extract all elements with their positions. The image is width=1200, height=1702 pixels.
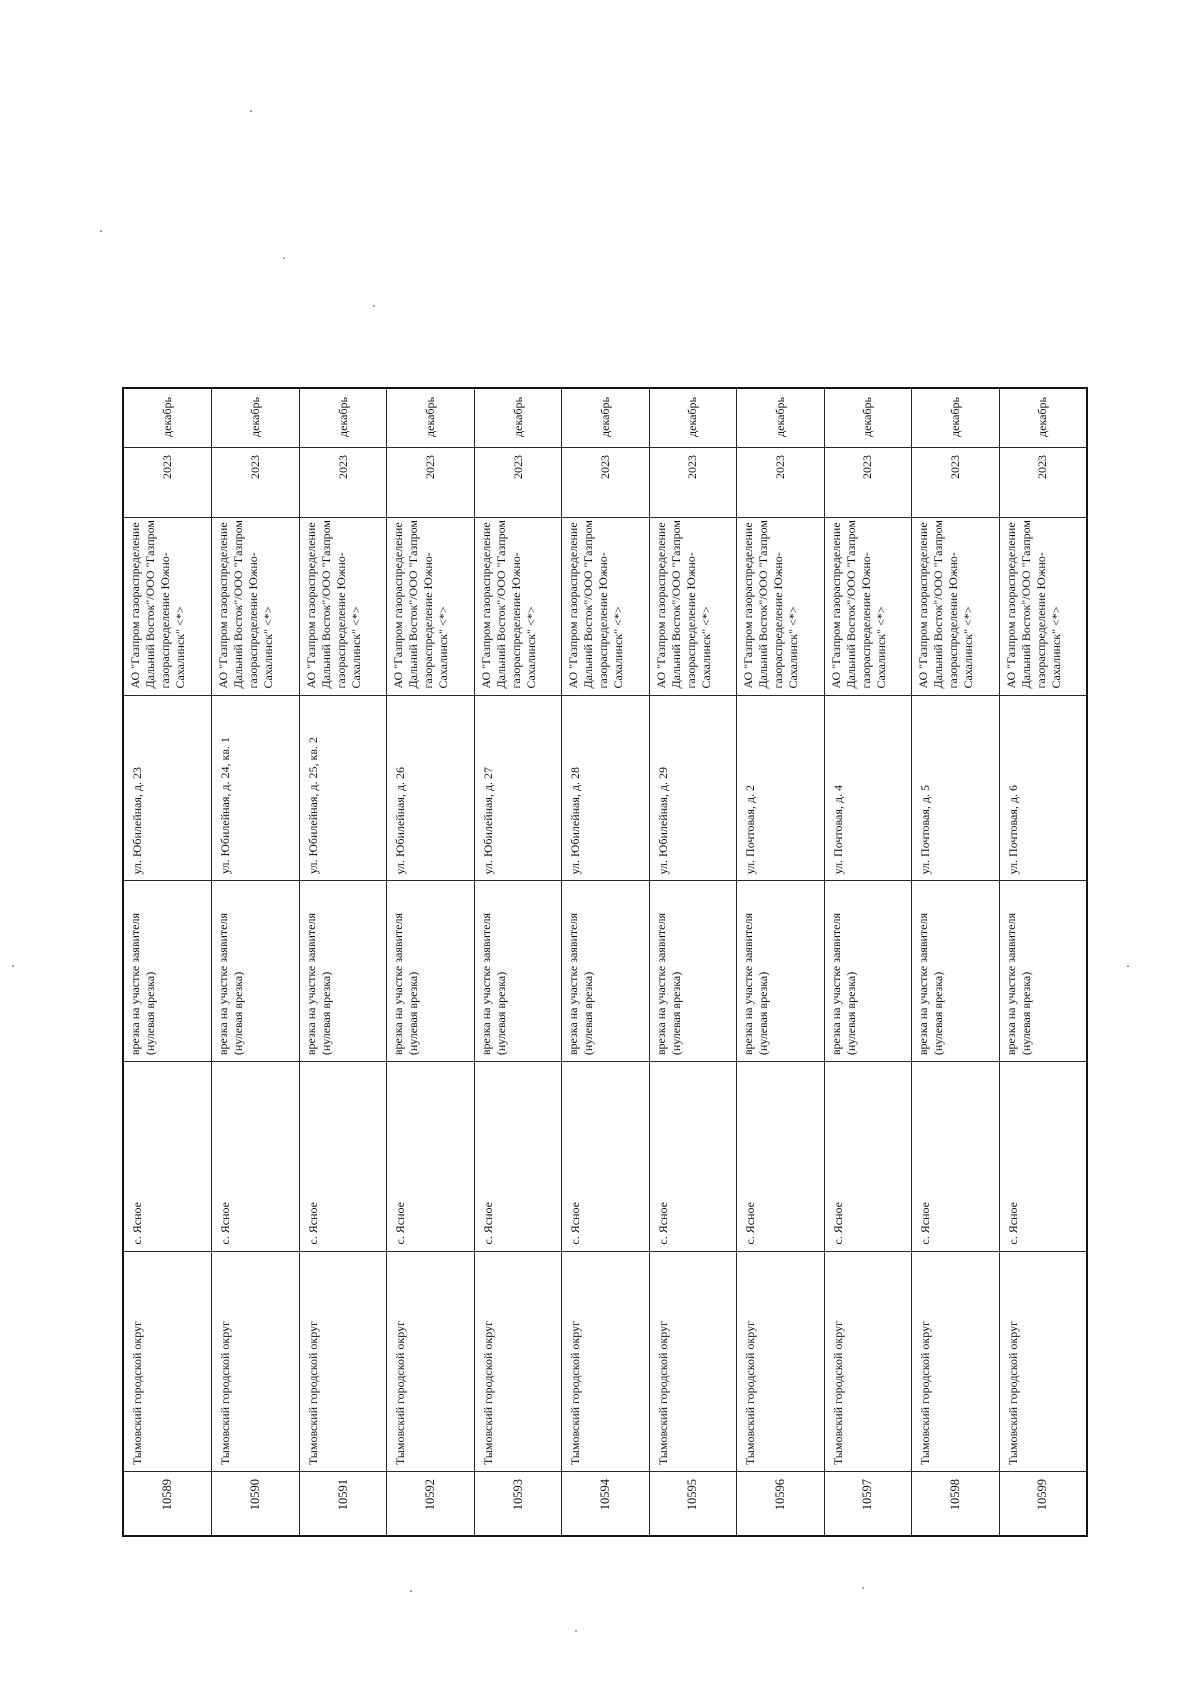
- type-text: врезка на участке заявителя (нулевая врезка): [391, 912, 421, 1055]
- settlement-text: с. Ясное: [130, 1202, 144, 1245]
- month-text: декабрь: [947, 397, 962, 437]
- month-text: декабрь: [159, 397, 174, 437]
- org-text: АО "Газпром газораспределение Дальний Восток"/ООО "Газпром газораспределение Южно- Сахалинск" <*>: [741, 520, 801, 689]
- table-row: [211, 389, 298, 1535]
- district-text: Тымовский городской округ: [393, 1321, 408, 1465]
- scan-speck: [575, 1630, 577, 1632]
- table-row: [561, 389, 648, 1535]
- records-table: [122, 387, 1088, 1537]
- cell-num: [387, 1471, 474, 1535]
- type-text: врезка на участке заявителя (нулевая врезка): [916, 912, 946, 1055]
- month-text: декабрь: [860, 397, 875, 437]
- cell-num: [650, 1471, 737, 1535]
- cell-year: [387, 447, 474, 517]
- year-text: 2023: [685, 455, 700, 479]
- cell-num: [562, 1471, 649, 1535]
- num-text: 10589: [159, 1479, 174, 1511]
- table-row: [736, 389, 823, 1535]
- cell-settlement: [650, 1061, 737, 1251]
- cell-org: [124, 517, 211, 695]
- cell-settlement: [475, 1061, 562, 1251]
- month-text: декабрь: [1035, 397, 1050, 437]
- type-text: врезка на участке заявителя (нулевая врезка): [653, 912, 683, 1055]
- cell-num: [912, 1471, 999, 1535]
- address-text: ул. Почтовая, д. 2: [743, 784, 758, 874]
- month-text: декабрь: [423, 397, 438, 437]
- table-row: [299, 389, 386, 1535]
- cell-org: [912, 517, 999, 695]
- cell-year: [912, 447, 999, 517]
- cell-type: [1000, 880, 1087, 1061]
- cell-type: [562, 880, 649, 1061]
- cell-num: [825, 1471, 912, 1535]
- table-row: [649, 389, 736, 1535]
- cell-month: [912, 389, 999, 447]
- settlement-text: с. Ясное: [568, 1202, 583, 1245]
- cell-settlement: [562, 1061, 649, 1251]
- cell-month: [825, 389, 912, 447]
- cell-type: [387, 880, 474, 1061]
- org-text: АО "Газпром газораспределение Дальний Восток"/ООО "Газпром газораспределение Южно- Сахалинск" <*>: [128, 520, 187, 689]
- cell-type: [650, 880, 737, 1061]
- settlement-text: с. Ясное: [655, 1202, 670, 1245]
- table-row: [474, 389, 561, 1535]
- address-text: ул. Юбилейная, д. 28: [568, 766, 583, 874]
- cell-settlement: [212, 1061, 299, 1251]
- cell-settlement: [124, 1061, 211, 1251]
- cell-month: [387, 389, 474, 447]
- cell-year: [300, 447, 387, 517]
- district-text: Тымовский городской округ: [830, 1321, 845, 1465]
- cell-year: [475, 447, 562, 517]
- cell-org: [1000, 517, 1087, 695]
- address-text: ул. Юбилейная, д. 26: [393, 766, 408, 874]
- cell-month: [475, 389, 562, 447]
- org-text: АО "Газпром газораспределение Дальний Восток"/ООО "Газпром газораспределение Южно- Сахалинск" <*>: [391, 520, 451, 689]
- cell-year: [562, 447, 649, 517]
- settlement-text: с. Ясное: [218, 1202, 233, 1245]
- year-text: 2023: [772, 455, 787, 479]
- scan-speck: [250, 110, 252, 112]
- org-text: АО "Газпром газораспределение Дальний Восток"/ООО "Газпром газораспределение Южно- Сахалинск" <*>: [303, 520, 363, 689]
- cell-type: [912, 880, 999, 1061]
- type-text: врезка на участке заявителя (нулевая врезка): [828, 912, 858, 1055]
- cell-settlement: [825, 1061, 912, 1251]
- cell-org: [212, 517, 299, 695]
- org-text: АО "Газпром газораспределение Дальний Восток"/ООО "Газпром газораспределение Южно- Сахалинск" <*>: [1003, 520, 1063, 689]
- month-text: декабрь: [685, 397, 700, 437]
- cell-address: [300, 695, 387, 880]
- settlement-text: с. Ясное: [918, 1202, 933, 1245]
- cell-district: [562, 1251, 649, 1471]
- cell-district: [737, 1251, 824, 1471]
- year-text: 2023: [1035, 455, 1050, 479]
- district-text: Тымовский городской округ: [130, 1321, 144, 1465]
- cell-type: [124, 880, 211, 1061]
- address-text: ул. Почтовая, д. 6: [1005, 784, 1020, 874]
- org-text: АО "Газпром газораспределение Дальний Восток"/ООО "Газпром газораспределение Южно- Сахалинск" <*>: [566, 520, 626, 689]
- cell-num: [475, 1471, 562, 1535]
- type-text: врезка на участке заявителя (нулевая врезка): [216, 912, 246, 1055]
- cell-address: [912, 695, 999, 880]
- cell-month: [1000, 389, 1087, 447]
- year-text: 2023: [335, 455, 350, 479]
- scan-speck: [12, 965, 14, 967]
- cell-year: [212, 447, 299, 517]
- cell-district: [212, 1251, 299, 1471]
- cell-address: [562, 695, 649, 880]
- district-text: Тымовский городской округ: [743, 1321, 758, 1465]
- address-text: ул. Юбилейная, д. 24, кв. 1: [218, 737, 233, 874]
- num-text: 10595: [685, 1479, 700, 1511]
- month-text: декабрь: [597, 397, 612, 437]
- cell-district: [912, 1251, 999, 1471]
- cell-month: [124, 389, 211, 447]
- cell-org: [387, 517, 474, 695]
- num-text: 10596: [772, 1479, 787, 1511]
- cell-district: [825, 1251, 912, 1471]
- cell-year: [737, 447, 824, 517]
- cell-district: [1000, 1251, 1087, 1471]
- cell-year: [825, 447, 912, 517]
- cell-year: [124, 447, 211, 517]
- num-text: 10593: [510, 1479, 525, 1511]
- type-text: врезка на участке заявителя (нулевая врезка): [478, 912, 508, 1055]
- district-text: Тымовский городской округ: [918, 1321, 933, 1465]
- cell-org: [562, 517, 649, 695]
- type-text: врезка на участке заявителя (нулевая врезка): [128, 912, 157, 1055]
- cell-num: [737, 1471, 824, 1535]
- cell-org: [650, 517, 737, 695]
- cell-settlement: [912, 1061, 999, 1251]
- table-row: [999, 389, 1086, 1535]
- cell-settlement: [1000, 1061, 1087, 1251]
- cell-address: [475, 695, 562, 880]
- org-text: АО "Газпром газораспределение Дальний Восток"/ООО "Газпром газораспределение Южно- Сахалинск" <*>: [828, 520, 888, 689]
- cell-num: [1000, 1471, 1087, 1535]
- scan-speck: [1127, 965, 1129, 967]
- cell-settlement: [387, 1061, 474, 1251]
- scan-speck: [283, 257, 285, 259]
- org-text: АО "Газпром газораспределение Дальний Восток"/ООО "Газпром газораспределение Южно- Сахалинск" <*>: [216, 520, 276, 689]
- num-text: 10592: [423, 1479, 438, 1511]
- settlement-text: с. Ясное: [305, 1202, 320, 1245]
- table-row: [911, 389, 998, 1535]
- address-text: ул. Юбилейная, д. 29: [655, 766, 670, 874]
- cell-district: [475, 1251, 562, 1471]
- num-text: 10590: [248, 1479, 263, 1511]
- table-row: [386, 389, 473, 1535]
- type-text: врезка на участке заявителя (нулевая врезка): [566, 912, 596, 1055]
- cell-org: [825, 517, 912, 695]
- cell-address: [387, 695, 474, 880]
- num-text: 10599: [1035, 1479, 1050, 1511]
- year-text: 2023: [510, 455, 525, 479]
- year-text: 2023: [597, 455, 612, 479]
- type-text: врезка на участке заявителя (нулевая врезка): [303, 912, 333, 1055]
- district-text: Тымовский городской округ: [655, 1321, 670, 1465]
- settlement-text: с. Ясное: [393, 1202, 408, 1245]
- address-text: ул. Юбилейная, д. 23: [130, 766, 144, 874]
- cell-district: [300, 1251, 387, 1471]
- cell-org: [475, 517, 562, 695]
- cell-org: [300, 517, 387, 695]
- district-text: Тымовский городской округ: [480, 1321, 495, 1465]
- cell-address: [212, 695, 299, 880]
- cell-year: [1000, 447, 1087, 517]
- cell-address: [825, 695, 912, 880]
- num-text: 10597: [860, 1479, 875, 1511]
- cell-month: [562, 389, 649, 447]
- cell-month: [300, 389, 387, 447]
- district-text: Тымовский городской округ: [305, 1321, 320, 1465]
- scan-speck: [862, 1587, 864, 1589]
- cell-org: [737, 517, 824, 695]
- month-text: декабрь: [772, 397, 787, 437]
- month-text: декабрь: [510, 397, 525, 437]
- cell-type: [300, 880, 387, 1061]
- cell-district: [387, 1251, 474, 1471]
- district-text: Тымовский городской округ: [218, 1321, 233, 1465]
- cell-num: [300, 1471, 387, 1535]
- address-text: ул. Почтовая, д. 4: [830, 784, 845, 874]
- address-text: ул. Почтовая, д. 5: [918, 784, 933, 874]
- cell-address: [650, 695, 737, 880]
- num-text: 10591: [335, 1479, 350, 1511]
- cell-type: [825, 880, 912, 1061]
- org-text: АО "Газпром газораспределение Дальний Восток"/ООО "Газпром газораспределение Южно- Сахалинск" <*>: [916, 520, 976, 689]
- year-text: 2023: [947, 455, 962, 479]
- district-text: Тымовский городской округ: [568, 1321, 583, 1465]
- cell-month: [737, 389, 824, 447]
- cell-address: [1000, 695, 1087, 880]
- year-text: 2023: [860, 455, 875, 479]
- org-text: АО "Газпром газораспределение Дальний Восток"/ООО "Газпром газораспределение Южно- Сахалинск" <*>: [478, 520, 538, 689]
- month-text: декабрь: [335, 397, 350, 437]
- type-text: врезка на участке заявителя (нулевая врезка): [741, 912, 771, 1055]
- year-text: 2023: [159, 455, 174, 479]
- type-text: врезка на участке заявителя (нулевая врезка): [1003, 912, 1033, 1055]
- num-text: 10594: [597, 1479, 612, 1511]
- scan-speck: [410, 1590, 412, 1592]
- cell-type: [212, 880, 299, 1061]
- org-text: АО "Газпром газораспределение Дальний Восток"/ООО "Газпром газораспределение Южно- Сахалинск" <*>: [653, 520, 713, 689]
- cell-address: [737, 695, 824, 880]
- settlement-text: с. Ясное: [480, 1202, 495, 1245]
- settlement-text: с. Ясное: [743, 1202, 758, 1245]
- cell-month: [212, 389, 299, 447]
- num-text: 10598: [947, 1479, 962, 1511]
- cell-address: [124, 695, 211, 880]
- month-text: декабрь: [248, 397, 263, 437]
- cell-district: [124, 1251, 211, 1471]
- cell-settlement: [300, 1061, 387, 1251]
- cell-year: [650, 447, 737, 517]
- scan-speck: [100, 230, 102, 232]
- address-text: ул. Юбилейная, д. 27: [480, 766, 495, 874]
- table-row: [124, 389, 211, 1535]
- cell-settlement: [737, 1061, 824, 1251]
- settlement-text: с. Ясное: [830, 1202, 845, 1245]
- year-text: 2023: [423, 455, 438, 479]
- address-text: ул. Юбилейная, д. 25, кв. 2: [305, 737, 320, 874]
- cell-type: [737, 880, 824, 1061]
- cell-district: [650, 1251, 737, 1471]
- cell-num: [124, 1471, 211, 1535]
- cell-type: [475, 880, 562, 1061]
- table-row: [824, 389, 911, 1535]
- year-text: 2023: [248, 455, 263, 479]
- cell-month: [650, 389, 737, 447]
- district-text: Тымовский городской округ: [1005, 1321, 1020, 1465]
- cell-num: [212, 1471, 299, 1535]
- scan-speck: [373, 305, 375, 307]
- settlement-text: с. Ясное: [1005, 1202, 1020, 1245]
